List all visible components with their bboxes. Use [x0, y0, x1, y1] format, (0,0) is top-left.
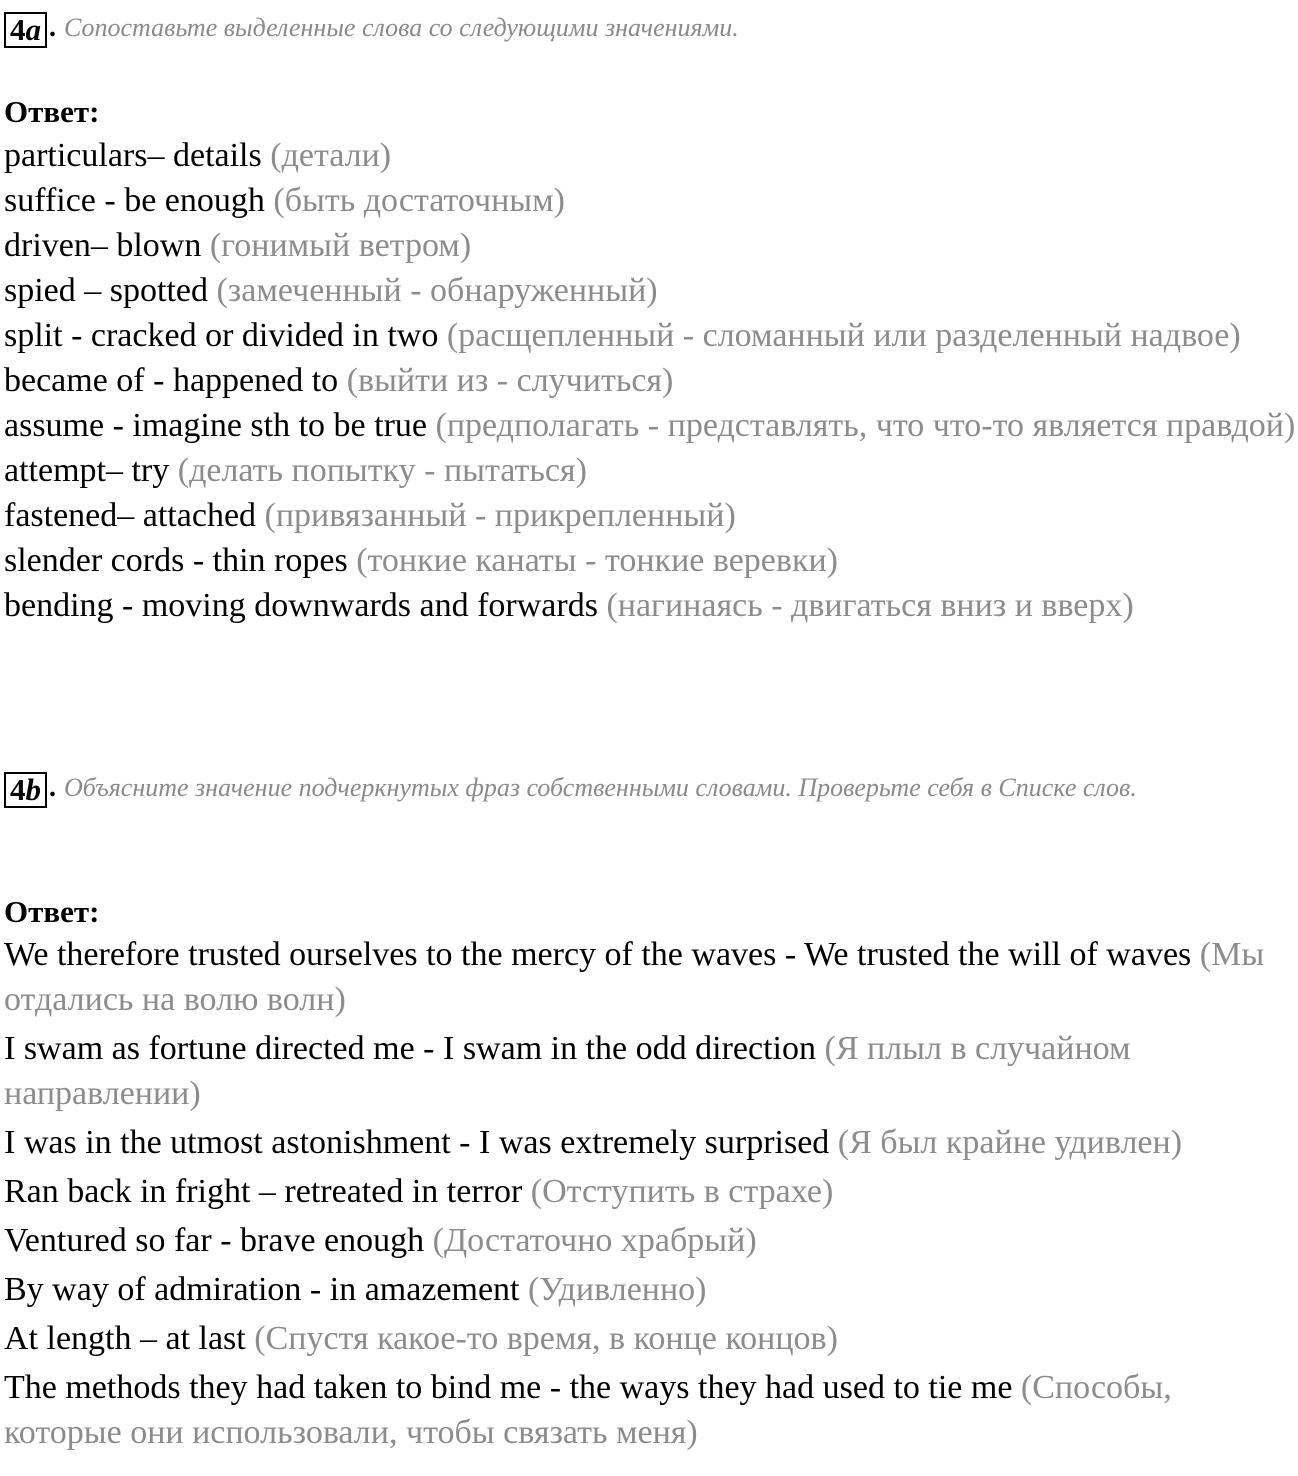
- item-translation: (Я плыл в случайном направлении): [4, 1030, 1131, 1112]
- item-english: became of - happened to: [4, 362, 347, 399]
- item-english: split - cracked or divided in two: [4, 317, 447, 354]
- list-item: [4, 493, 1296, 538]
- item-translation: (Удивленно): [528, 1271, 707, 1308]
- task-4b-instruction: Объясните значение подчеркнутых фраз собственными словами. Проверьте себя в Списке слов.: [64, 773, 1137, 802]
- answer-label-b: Ответ:: [4, 894, 100, 929]
- item-translation: (замеченный - обнаруженный): [216, 272, 658, 309]
- item-english: Ran back in fright – retreated in terror: [4, 1173, 531, 1210]
- list-item: [4, 583, 1296, 628]
- list-item: [4, 223, 1296, 268]
- list-item: [4, 448, 1296, 493]
- list-item: [4, 1218, 1296, 1263]
- item-english: slender cords - thin ropes: [4, 542, 357, 579]
- answer-label-a: Ответ:: [4, 94, 100, 129]
- task-4a-dot: .: [49, 12, 56, 43]
- item-english: particulars– details: [4, 137, 271, 174]
- item-translation: (Спустя какое-то время, в конце концов): [254, 1320, 838, 1357]
- item-english: Ventured so far - brave enough: [4, 1222, 433, 1259]
- item-translation: (нагинаясь - двигаться вниз и вверх): [606, 587, 1134, 624]
- task-4a-header: [4, 8, 739, 48]
- task-4a-badge: 4a: [4, 12, 47, 48]
- list-item: [4, 403, 1296, 448]
- item-translation: (делать попытку - пытаться): [177, 452, 587, 489]
- list-item: [4, 268, 1296, 313]
- item-english: assume - imagine sth to be true: [4, 407, 436, 444]
- list-item: [4, 1316, 1296, 1361]
- task-4b-header: [4, 768, 1296, 808]
- list-item: [4, 178, 1296, 223]
- item-english: suffice - be enough: [4, 182, 274, 219]
- item-english: spied – spotted: [4, 272, 217, 309]
- item-english: driven– blown: [4, 227, 210, 264]
- item-english: bending - moving downwards and forwards: [4, 587, 607, 624]
- list-item: [4, 1026, 1296, 1116]
- item-english: attempt– try: [4, 452, 178, 489]
- item-translation: (гонимый ветром): [209, 227, 472, 264]
- answer-list-b: [4, 932, 1296, 1459]
- item-translation: (Способы, которые они использовали, чтобы связать меня): [4, 1369, 1172, 1451]
- item-translation: (Достаточно храбрый): [432, 1222, 757, 1259]
- list-item: [4, 1169, 1296, 1214]
- item-translation: (расщепленный - сломанный или разделенный надвое): [446, 317, 1241, 354]
- list-item: [4, 932, 1296, 1022]
- item-translation: (Я был крайне удивлен): [837, 1124, 1183, 1161]
- item-english: I was in the utmost astonishment - I was extremely surprised: [4, 1124, 838, 1161]
- list-item: [4, 538, 1296, 583]
- item-translation: (Мы отдались на волю волн): [4, 936, 1265, 1018]
- list-item: [4, 358, 1296, 403]
- item-translation: (быть достаточным): [273, 182, 565, 219]
- task-4b-dot: .: [49, 772, 56, 803]
- list-item: [4, 1120, 1296, 1165]
- item-english: We therefore trusted ourselves to the mercy of the waves - We trusted the will of waves: [4, 936, 1200, 973]
- item-translation: (тонкие канаты - тонкие веревки): [356, 542, 838, 579]
- item-translation: (привязанный - прикрепленный): [264, 497, 736, 534]
- item-english: The methods they had taken to bind me - the ways they had used to tie me: [4, 1369, 1021, 1406]
- item-english: By way of admiration - in amazement: [4, 1271, 528, 1308]
- item-translation: (выйти из - случиться): [346, 362, 674, 399]
- list-item: [4, 1267, 1296, 1312]
- item-translation: (детали): [270, 137, 392, 174]
- item-english: fastened– attached: [4, 497, 265, 534]
- item-translation: (предполагать - представлять, что что-то является правдой): [435, 407, 1296, 444]
- task-4a-instruction: Сопоставьте выделенные слова со следующими значениями.: [64, 13, 739, 42]
- list-item: [4, 313, 1296, 358]
- item-english: At length – at last: [4, 1320, 255, 1357]
- list-item: [4, 1365, 1296, 1455]
- item-translation: (Отступить в страхе): [530, 1173, 834, 1210]
- list-item: [4, 133, 1296, 178]
- item-english: I swam as fortune directed me - I swam in the odd direction: [4, 1030, 825, 1067]
- answer-list-a: [4, 133, 1296, 628]
- task-4b-badge: 4b: [4, 772, 47, 808]
